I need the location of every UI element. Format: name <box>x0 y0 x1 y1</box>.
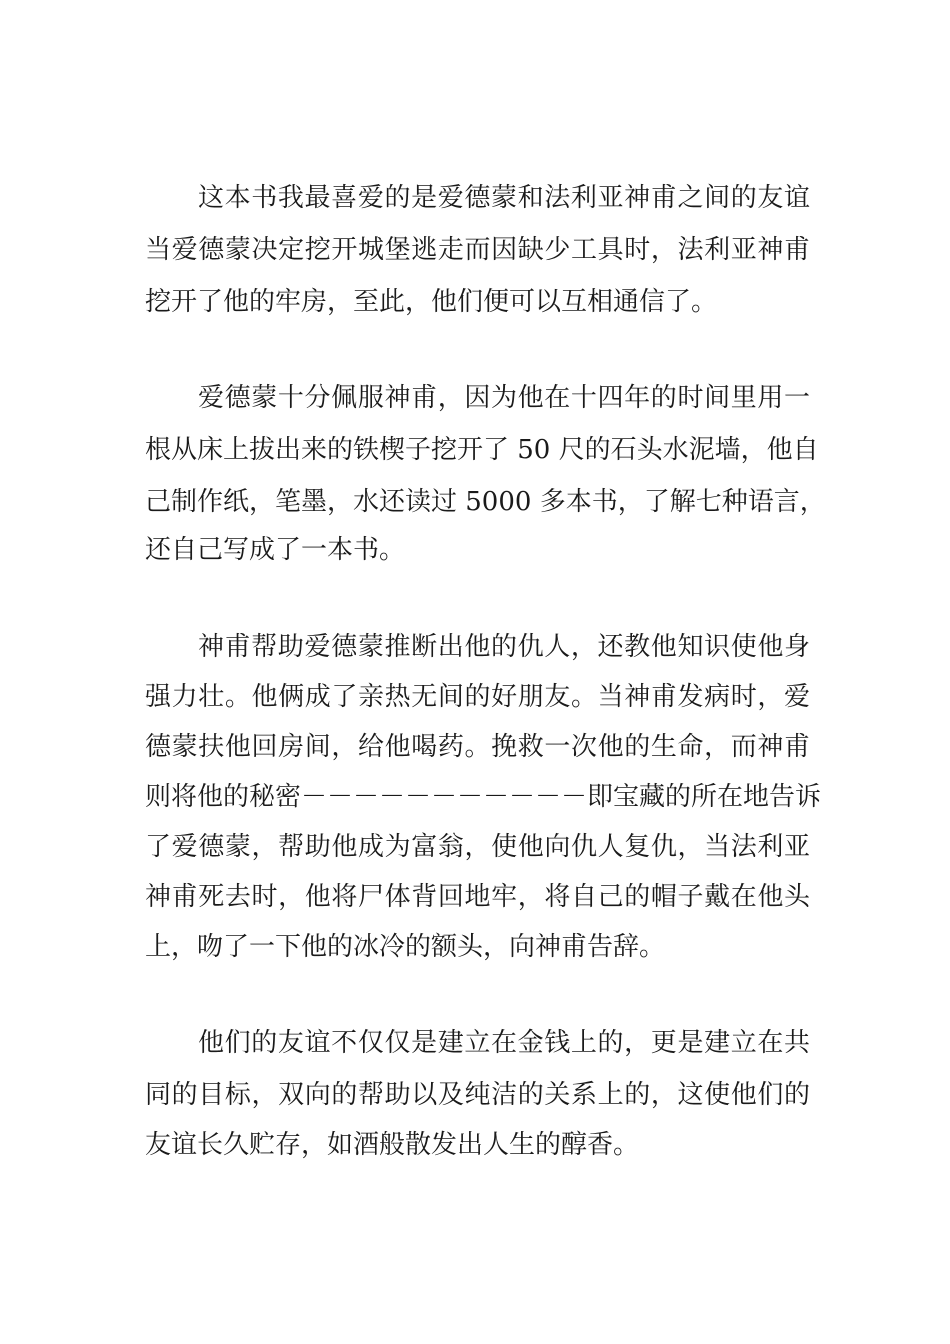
paragraph-3-line-4: 则将他的秘密－－－－－－－－－－－即宝藏的所在地告诉 <box>145 782 822 812</box>
paragraph-3-line-5: 了爱德蒙，帮助他成为富翁，使他向仇人复仇，当法利亚 <box>145 832 810 862</box>
paragraph-4-line-3: 友谊长久贮存，如酒般散发出人生的醇香。 <box>145 1130 640 1160</box>
paragraph-4-line-1: 他们的友谊不仅仅是建立在金钱上的，更是建立在共 <box>198 1028 810 1058</box>
paragraph-1-line-1: 这本书我最喜爱的是爱德蒙和法利亚神甫之间的友谊 <box>198 183 810 213</box>
paragraph-1-line-3: 挖开了他的牢房，至此，他们便可以互相通信了。 <box>145 287 718 317</box>
paragraph-3-line-3: 德蒙扶他回房间，给他喝药。挽救一次他的生命，而神甫 <box>145 732 810 762</box>
paragraph-3-line-7: 上，吻了一下他的冰冷的额头，向神甫告辞。 <box>145 932 666 962</box>
paragraph-3-line-1: 神甫帮助爱德蒙推断出他的仇人，还教他知识使他身 <box>198 632 810 662</box>
paragraph-3-line-6: 神甫死去时，他将尸体背回地牢，将自己的帽子戴在他头 <box>145 882 810 912</box>
paragraph-3-line-2: 强力壮。他俩成了亲热无间的好朋友。当神甫发病时，爱 <box>145 682 810 712</box>
paragraph-2-line-4: 还自己写成了一本书。 <box>145 535 406 565</box>
paragraph-2-line-2: 根从床上拔出来的铁楔子挖开了 50 尺的石头水泥墙，他自 <box>145 435 819 465</box>
paragraph-4-line-2: 同的目标，双向的帮助以及纯洁的关系上的，这使他们的 <box>145 1080 810 1110</box>
paragraph-2-line-1: 爱德蒙十分佩服神甫，因为他在十四年的时间里用一 <box>198 383 810 413</box>
paragraph-2-line-3: 己制作纸，笔墨，水还读过 5000 多本书，了解七种语言， <box>145 487 826 517</box>
paragraph-1-line-2: 当爱德蒙决定挖开城堡逃走而因缺少工具时，法利亚神甫 <box>145 235 810 265</box>
